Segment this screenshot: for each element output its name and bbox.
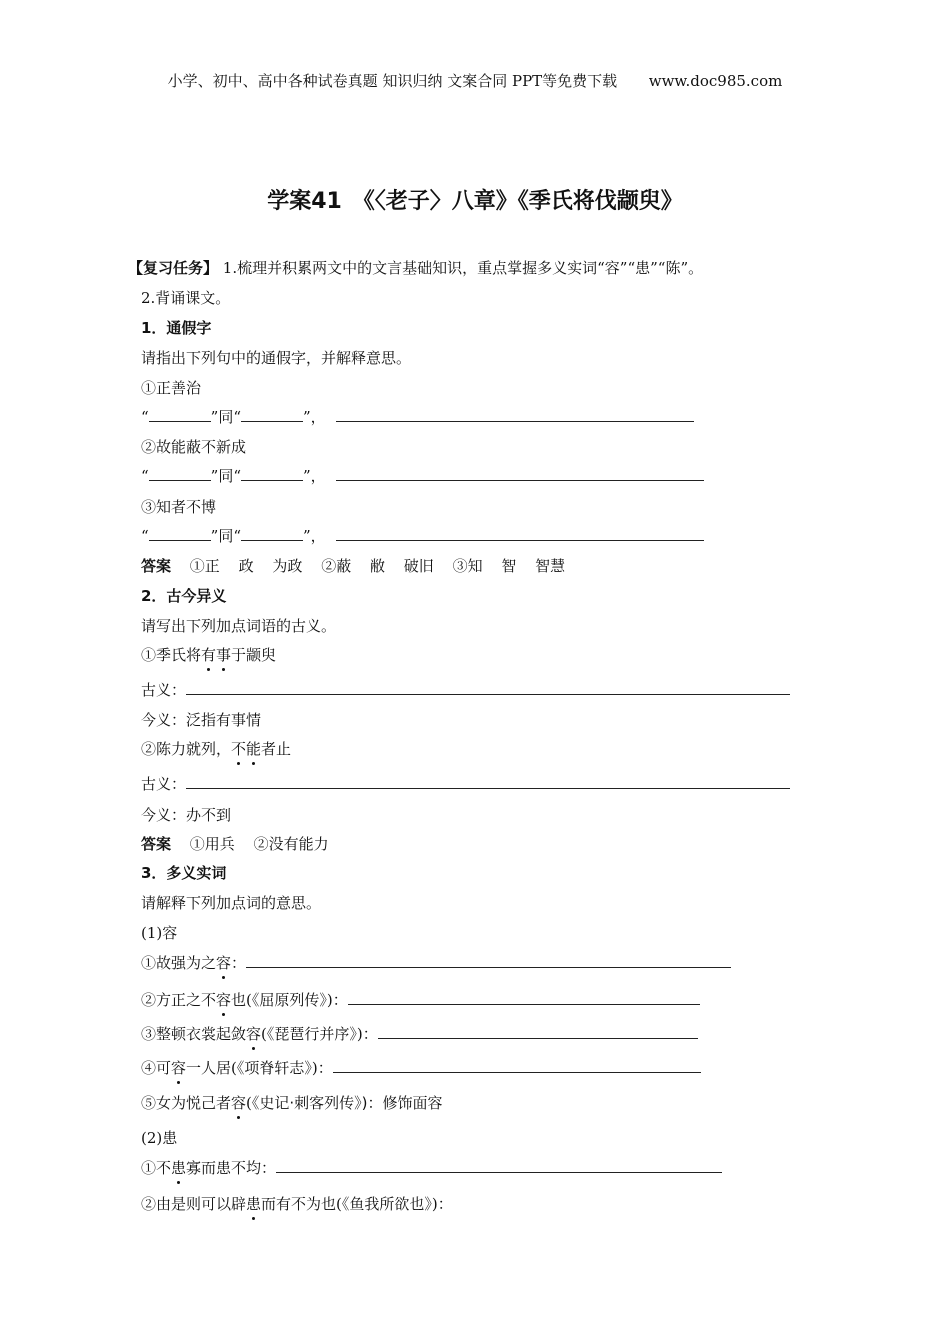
s1-answer: 答案 ①正 政 为政 ②蔽 敝 破旧 ③知 智 智慧 — [141, 557, 566, 575]
section-2-instruction: 请写出下列加点词语的古义。 — [141, 617, 337, 635]
blank-input[interactable] — [276, 1158, 722, 1173]
blank-input[interactable] — [149, 526, 211, 541]
s2-gu-row-2: 古义： — [141, 774, 790, 794]
s1-fill-row-3: “ ”同“ ”， — [141, 526, 704, 546]
blank-input[interactable] — [378, 1024, 698, 1039]
s1-fill-row-1: “ ”同“ ”， — [141, 407, 694, 427]
s3-huan-1: ①不患寡而患不均： — [141, 1158, 722, 1178]
s3-rong-3: ③整顿衣裳起敛容(《琵琶行并序》)： — [141, 1024, 698, 1044]
s1-fill-row-2: “ ”同“ ”， — [141, 466, 704, 486]
blank-input[interactable] — [336, 526, 704, 541]
s3-rong-5: ⑤女为悦己者容(《史记·刺客列传》)：修饰面容 — [141, 1094, 443, 1112]
task-item-1: 1.梳理并积累两文中的文言基础知识，重点掌握多义实词“容”“患”“陈”。 — [222, 259, 704, 277]
s2-gu-row-1: 古义： — [141, 680, 790, 700]
s3-group-1: (1)容 — [141, 924, 178, 942]
section-3-heading: 3．多义实词 — [141, 864, 227, 882]
blank-input[interactable] — [186, 680, 790, 695]
header-url[interactable]: www.doc985.com — [648, 72, 783, 90]
section-1-instruction: 请指出下列句中的通假字，并解释意思。 — [141, 349, 412, 367]
blank-input[interactable] — [336, 407, 694, 422]
blank-input[interactable] — [246, 953, 731, 968]
blank-input[interactable] — [336, 466, 704, 481]
section-2-heading: 2．古今异义 — [141, 587, 227, 605]
s3-rong-2: ②方正之不容也(《屈原列传》)： — [141, 990, 700, 1010]
s3-rong-1: ①故强为之容： — [141, 953, 731, 973]
section-1-heading: 1．通假字 — [141, 319, 212, 337]
s2-question-2: ②陈力就列，不能者止 — [141, 740, 292, 758]
blank-input[interactable] — [348, 990, 700, 1005]
blank-input[interactable] — [241, 466, 303, 481]
s2-question-1: ①季氏将有事于颛臾 — [141, 646, 277, 664]
blank-input[interactable] — [241, 526, 303, 541]
section-3-instruction: 请解释下列加点词的意思。 — [141, 894, 322, 912]
task-label: 【复习任务】 — [128, 259, 219, 277]
s3-group-2: (2)患 — [141, 1129, 178, 1147]
blank-input[interactable] — [333, 1058, 701, 1073]
header-text: 小学、初中、高中各种试卷真题 知识归纳 文案合同 PPT等免费下载 — [167, 72, 618, 90]
blank-input[interactable] — [149, 407, 211, 422]
s3-huan-2: ②由是则可以辟患而有不为也(《鱼我所欲也》)： — [141, 1195, 453, 1213]
blank-input[interactable] — [149, 466, 211, 481]
s1-question-1: ①正善治 — [141, 379, 202, 397]
s2-jin-2: 今义：办不到 — [141, 806, 232, 824]
blank-input[interactable] — [241, 407, 303, 422]
review-task — [128, 258, 703, 278]
s1-question-2: ②故能蔽不新成 — [141, 438, 247, 456]
page-header — [0, 70, 950, 91]
blank-input[interactable] — [186, 774, 790, 789]
task-item-2: 2.背诵课文。 — [141, 289, 231, 307]
s2-jin-1: 今义：泛指有事情 — [141, 711, 262, 729]
s1-question-3: ③知者不博 — [141, 498, 217, 516]
s2-answer: 答案 ①用兵 ②没有能力 — [141, 835, 329, 853]
s3-rong-4: ④可容一人居(《项脊轩志》)： — [141, 1058, 701, 1078]
page-title: 学案41 《〈老子〉八章》《季氏将伐颛臾》 — [267, 189, 683, 214]
